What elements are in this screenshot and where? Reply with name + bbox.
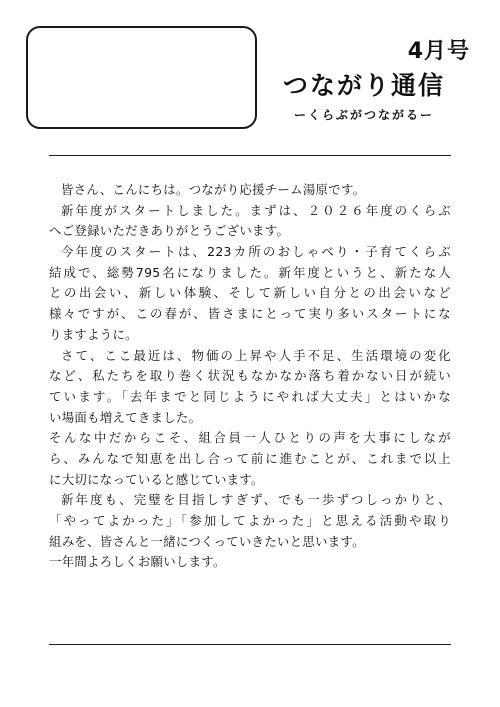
body-line: など、私たちを取り巻く状況もなかなか落ち着かない日が続い <box>49 368 451 384</box>
body-line: 一年間よろしくお願いします。 <box>49 554 226 570</box>
body-line: りますように。 <box>49 326 138 342</box>
body-line: 新年度がスタートしました。まずは、２０２６年度のくらぶ <box>61 202 451 218</box>
issue-label: 4月号 <box>407 39 470 64</box>
body-line: そんな中だからこそ、組合員一人ひとりの声を大事にしなが <box>49 430 451 446</box>
bottom-divider <box>49 644 451 645</box>
body-line: い場面も増えてきました。 <box>49 409 202 425</box>
body-line: 様々ですが、この春が、皆さまにとって実り多いスタートにな <box>49 306 451 322</box>
photo-frame-box <box>26 26 257 129</box>
article-body <box>49 180 451 573</box>
top-divider <box>49 155 451 156</box>
body-line: ています。「去年までと同じようにやれば大丈夫」とはいかな <box>49 388 451 404</box>
newsletter-subtitle: ーくらぶがつながるー <box>293 108 434 122</box>
body-line: に大切になっていると感じています。 <box>49 471 264 487</box>
body-line: 皆さん、こんにちは。つながり応援チーム湯原です。 <box>61 182 366 197</box>
newsletter-title: つながり通信 <box>282 71 445 100</box>
body-line: との出会い、新しい体験、そして新しい自分との出会いなど <box>49 285 451 301</box>
body-line: 組みを、皆さんと一緒につくっていきたいと思います。 <box>49 533 365 549</box>
body-line: ら、みんなで知恵を出し合って前に進むことが、これまで以上 <box>49 450 451 466</box>
body-line: さて、ここ最近は、物価の上昇や人手不足、生活環境の変化 <box>61 347 451 363</box>
body-line: 「やってよかった」「参加してよかった」と思える活動や取り <box>49 513 451 528</box>
body-line: 今年度のスタートは、223カ所のおしゃべり・子育てくらぶ <box>61 244 451 260</box>
body-line: 新年度も、完璧を目指しすぎず、でも一歩ずつしっかりと、 <box>61 492 451 508</box>
body-line: 結成で、総勢795名になりました。新年度というと、新たな人 <box>49 264 451 280</box>
body-line: へご登録いただきありがとうございます。 <box>49 223 290 239</box>
